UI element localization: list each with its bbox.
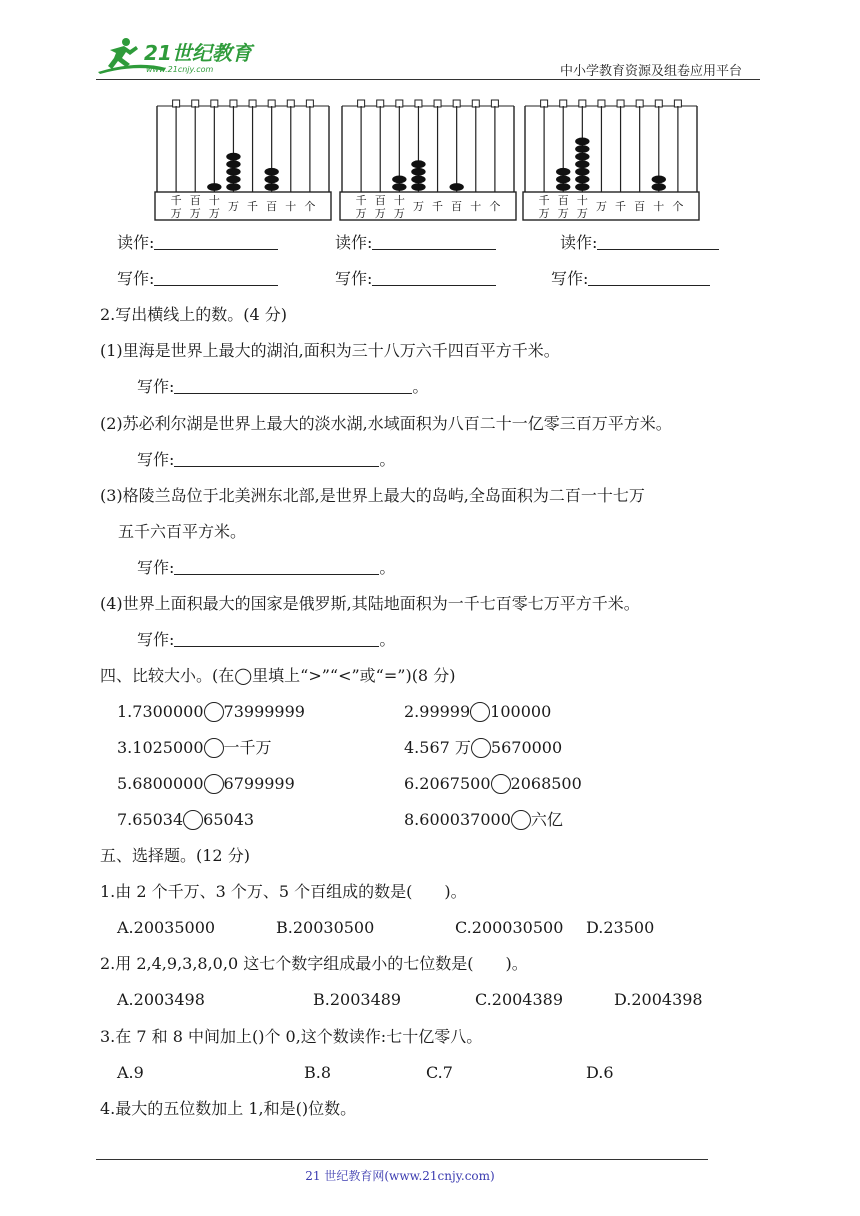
- compare-circle[interactable]: [204, 774, 224, 794]
- compare-circle[interactable]: [204, 738, 224, 758]
- q5-option[interactable]: B.20030500: [276, 918, 375, 937]
- compare-item-7: 7.65034 65043: [117, 810, 255, 829]
- abacus-label: 个: [672, 200, 684, 213]
- q5-option[interactable]: D.6: [586, 1063, 614, 1082]
- abacus-1: [153, 98, 333, 222]
- abacus-label: 百: [374, 194, 386, 207]
- q5-stem-2: 2.用 2,4,9,3,8,0,0 这七个数字组成最小的七位数是( )。: [100, 954, 528, 973]
- compare-item-8: 8.600037000 六亿: [404, 810, 563, 829]
- abacus-bead: [575, 145, 589, 153]
- read-line-2: 读作:: [335, 233, 496, 253]
- write-line-2: 写作:: [335, 269, 496, 289]
- q5-option[interactable]: B.2003489: [313, 990, 402, 1009]
- answer-blank[interactable]: [154, 233, 278, 250]
- compare-circle[interactable]: [491, 774, 511, 794]
- q2-item-1: (1)里海是世界上最大的湖泊,面积为三十八万六千四百平方千米。: [100, 341, 560, 360]
- compare-item-1: 1.7300000 73999999: [117, 702, 305, 721]
- footer-divider: [96, 1159, 708, 1160]
- abacus-bead: [575, 168, 589, 176]
- q2-title: 2.写出横线上的数。(4 分): [100, 305, 288, 324]
- q5-title: 五、选择题。(12 分): [100, 846, 250, 865]
- answer-blank[interactable]: [174, 630, 379, 647]
- answer-blank[interactable]: [372, 233, 496, 250]
- abacus-rod-cap: [674, 100, 681, 107]
- abacus-label: 万: [538, 207, 550, 220]
- q2-item-2: (2)苏必利尔湖是世界上最大的淡水湖,水域面积为八百二十一亿零三百万平方米。: [100, 414, 672, 433]
- abacus-label: 百: [557, 194, 569, 207]
- abacus-bead: [556, 183, 570, 191]
- abacus-bead: [264, 176, 278, 184]
- abacus-3: [521, 98, 701, 222]
- abacus-bead: [264, 183, 278, 191]
- q2-item-3: (3)格陵兰岛位于北美洲东北部,是世界上最大的岛屿,全岛面积为二百一十七万: [100, 486, 645, 505]
- footer-text: 21 世纪教育网(www.21cnjy.com): [305, 1169, 495, 1183]
- abacus-label: 千: [355, 194, 367, 207]
- abacus-rod-cap: [415, 100, 422, 107]
- abacus-label: 万: [170, 207, 182, 220]
- abacus-rod-cap: [192, 100, 199, 107]
- q5-stem-3: 3.在 7 和 8 中间加上()个 0,这个数读作:七十亿零八。: [100, 1027, 483, 1046]
- abacus-label: 万: [557, 207, 569, 220]
- abacus-bead: [556, 168, 570, 176]
- compare-item-3: 3.1025000 一千万: [117, 738, 272, 757]
- abacus-label: 十: [576, 194, 588, 207]
- abacus-label: 十: [285, 200, 297, 213]
- q5-option[interactable]: D.23500: [586, 918, 655, 937]
- abacus-label: 百: [451, 200, 463, 213]
- compare-item-4: 4.567 万 5670000: [404, 738, 563, 757]
- abacus-label: 万: [576, 207, 588, 220]
- abacus-bead: [226, 183, 240, 191]
- abacus-bead: [411, 168, 425, 176]
- abacus-rod-cap: [491, 100, 498, 107]
- compare-circle[interactable]: [204, 702, 224, 722]
- abacus-label: 十: [208, 194, 220, 207]
- abacus-bead: [392, 183, 406, 191]
- abacus-label: 千: [247, 200, 259, 213]
- abacus-label: 万: [595, 200, 607, 213]
- abacus-bead: [411, 176, 425, 184]
- abacus-bead: [226, 153, 240, 161]
- compare-circle[interactable]: [471, 738, 491, 758]
- abacus-bead: [226, 168, 240, 176]
- abacus-rod-cap: [598, 100, 605, 107]
- compare-circle[interactable]: [470, 702, 490, 722]
- logo-text: 21世纪教育: [144, 41, 252, 65]
- abacus-label: 百: [266, 200, 278, 213]
- answer-blank[interactable]: [588, 269, 710, 286]
- q5-option[interactable]: C.2004389: [475, 990, 564, 1009]
- q5-option[interactable]: C.200030500: [455, 918, 564, 937]
- answer-blank[interactable]: [372, 269, 496, 286]
- read-line-3: 读作:: [560, 233, 719, 253]
- q5-option[interactable]: B.8: [304, 1063, 332, 1082]
- abacus-bead: [575, 176, 589, 184]
- q4-title: 四、比较大小。(在◯里填上“>”“<”或“=”)(8 分): [100, 666, 456, 685]
- abacus-label: 千: [615, 200, 627, 213]
- compare-circle[interactable]: [511, 810, 531, 830]
- write-line-1: 写作:: [117, 269, 278, 289]
- abacus-rod-cap: [249, 100, 256, 107]
- abacus-label: 百: [189, 194, 201, 207]
- q5-option[interactable]: A.20035000: [117, 918, 216, 937]
- abacus-label: 十: [393, 194, 405, 207]
- abacus-bead: [226, 160, 240, 168]
- abacus-rod-cap: [306, 100, 313, 107]
- abacus-rod-cap: [211, 100, 218, 107]
- abacus-label: 万: [355, 207, 367, 220]
- answer-blank[interactable]: [597, 233, 719, 250]
- answer-blank[interactable]: [174, 558, 379, 575]
- write-line-3: 写作:: [551, 269, 710, 289]
- abacus-label: 万: [208, 207, 220, 220]
- compare-circle[interactable]: [183, 810, 203, 830]
- abacus-bead: [575, 183, 589, 191]
- abacus-bead: [264, 168, 278, 176]
- q5-option[interactable]: C.7: [426, 1063, 453, 1082]
- compare-item-6: 6.2067500 2068500: [404, 774, 582, 793]
- q2-answer-2: 写作: 。: [137, 450, 396, 469]
- abacus-label: 万: [393, 207, 405, 220]
- q2-item-4: (4)世界上面积最大的国家是俄罗斯,其陆地面积为一千七百零七万平方千米。: [100, 594, 640, 613]
- site-logo: [96, 36, 266, 76]
- abacus-label: 万: [412, 200, 424, 213]
- site-tagline: 中小学教育资源及组卷应用平台: [560, 64, 743, 79]
- abacus-rod-cap: [173, 100, 180, 107]
- compare-item-2: 2.99999 100000: [404, 702, 552, 721]
- abacus-bead: [411, 183, 425, 191]
- abacus-rod-cap: [377, 100, 384, 107]
- q5-stem-1: 1.由 2 个千万、3 个万、5 个百组成的数是( )。: [100, 882, 467, 901]
- abacus-label: 个: [304, 200, 316, 213]
- abacus-bead: [556, 176, 570, 184]
- abacus-label: 万: [227, 200, 239, 213]
- abacus-label: 百: [634, 200, 646, 213]
- abacus-rod-cap: [541, 100, 548, 107]
- abacus-bead: [575, 138, 589, 146]
- header-divider: [96, 79, 760, 80]
- abacus-rod-cap: [287, 100, 294, 107]
- q5-option[interactable]: D.2004398: [614, 990, 703, 1009]
- abacus-rod-cap: [655, 100, 662, 107]
- abacus-rod-cap: [636, 100, 643, 107]
- abacus-rod-cap: [560, 100, 567, 107]
- abacus-bead: [449, 183, 463, 191]
- abacus-rod-cap: [358, 100, 365, 107]
- abacus-bead: [652, 176, 666, 184]
- abacus-bead: [411, 160, 425, 168]
- abacus-rod-cap: [268, 100, 275, 107]
- abacus-label: 千: [170, 194, 182, 207]
- abacus-label: 十: [470, 200, 482, 213]
- abacus-rod-cap: [434, 100, 441, 107]
- abacus-label: 个: [489, 200, 501, 213]
- abacus-label: 万: [374, 207, 386, 220]
- abacus-bead: [575, 153, 589, 161]
- abacus-bead: [226, 176, 240, 184]
- q2-answer-4: 写作: 。: [137, 630, 396, 649]
- answer-blank[interactable]: [154, 269, 278, 286]
- q5-option[interactable]: A.2003498: [117, 990, 205, 1009]
- q2-answer-3: 写作: 。: [137, 558, 396, 577]
- abacus-bead: [392, 176, 406, 184]
- abacus-rod-cap: [617, 100, 624, 107]
- q5-stem-4: 4.最大的五位数加上 1,和是()位数。: [100, 1099, 357, 1118]
- abacus-rod-cap: [230, 100, 237, 107]
- abacus-bead: [207, 183, 221, 191]
- q2-item-3-cont: 五千六百平方米。: [118, 522, 247, 541]
- abacus-label: 万: [189, 207, 201, 220]
- read-line-1: 读作:: [117, 233, 278, 253]
- abacus-label: 千: [538, 194, 550, 207]
- compare-item-5: 5.6800000 6799999: [117, 774, 295, 793]
- abacus-rod-cap: [579, 100, 586, 107]
- logo-url: www.21cnjy.com: [146, 65, 214, 74]
- abacus-rod-cap: [396, 100, 403, 107]
- q5-option[interactable]: A.9: [117, 1063, 144, 1082]
- abacus-label: 十: [653, 200, 665, 213]
- abacus-rod-cap: [453, 100, 460, 107]
- abacus-bead: [575, 160, 589, 168]
- answer-blank[interactable]: [174, 450, 379, 467]
- answer-blank[interactable]: [174, 377, 412, 394]
- abacus-2: [338, 98, 518, 222]
- q2-answer-1: 写作: 。: [137, 377, 429, 396]
- abacus-bead: [652, 183, 666, 191]
- abacus-label: 千: [432, 200, 444, 213]
- abacus-rod-cap: [472, 100, 479, 107]
